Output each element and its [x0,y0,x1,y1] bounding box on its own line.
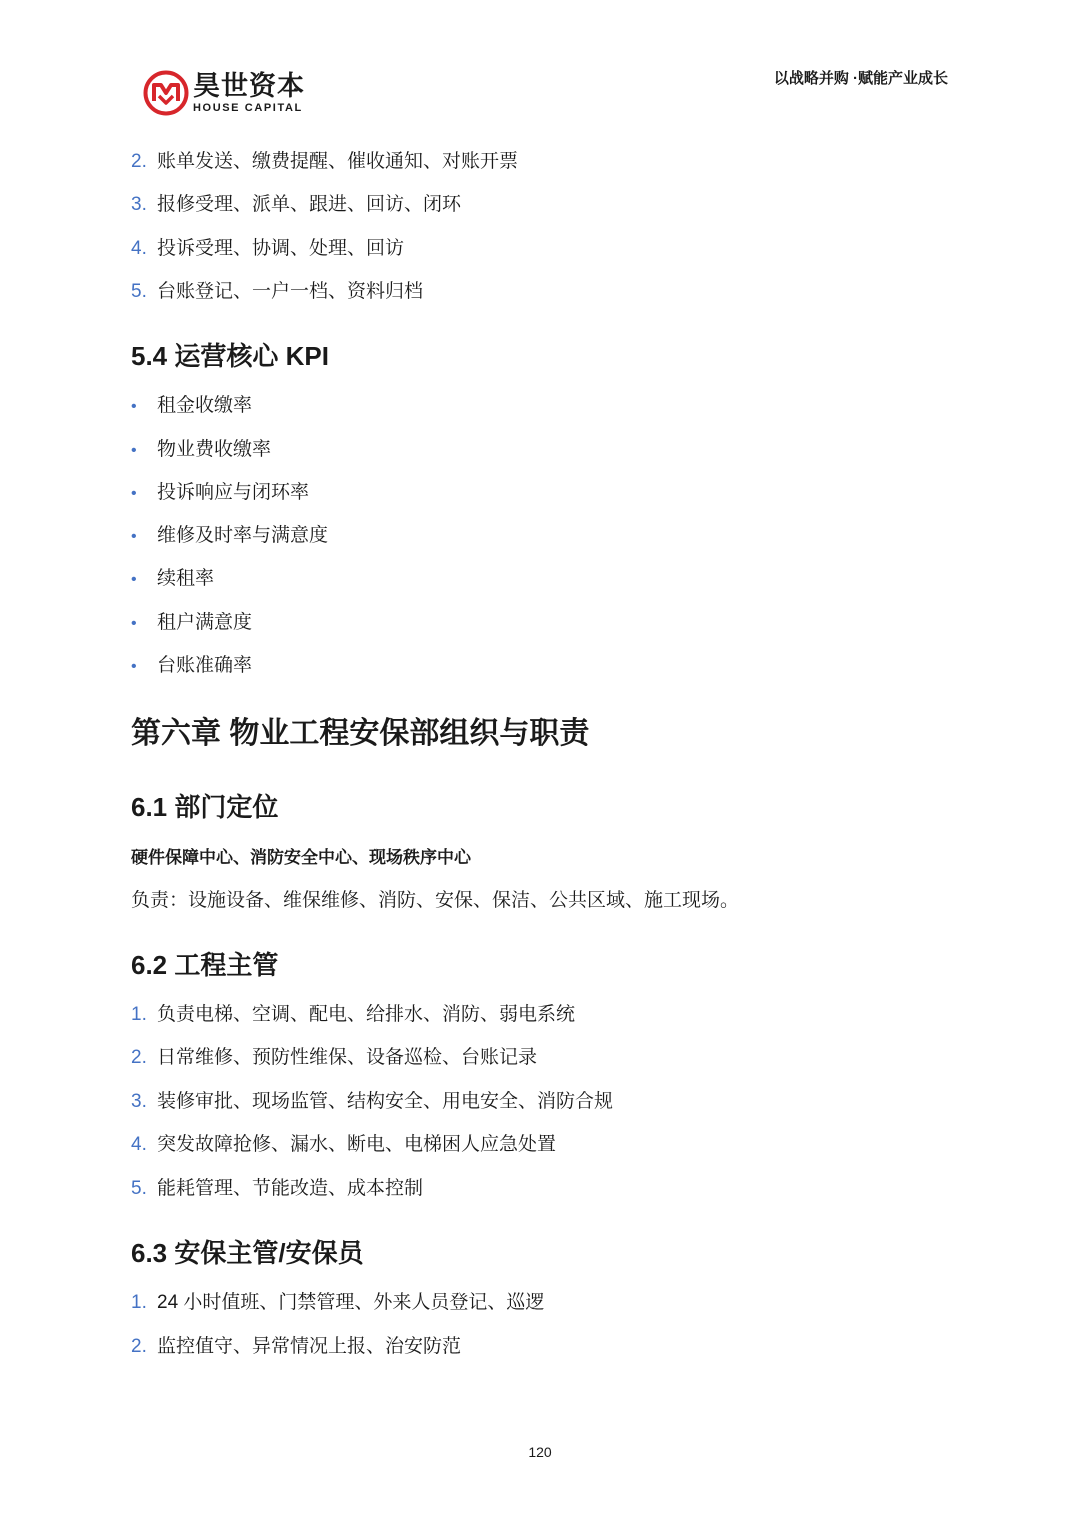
list-number: 3. [131,1091,147,1112]
company-logo [143,70,305,116]
list-item [131,237,404,261]
list-number: 1. [131,1004,147,1025]
kpi-item [131,654,252,679]
page-number: 120 [528,1444,552,1460]
bullet-icon: • [131,615,137,632]
list-item-text: 日常维修、预防性维保、设备巡检、台账记录 [157,1047,538,1068]
list-item-text: 24 小时值班、门禁管理、外来人员登记、巡逻 [157,1292,545,1313]
logo-english-name: HOUSE CAPITAL [193,102,303,114]
logo-chinese-name: 昊世资本 [193,71,305,101]
kpi-item [131,611,252,636]
kpi-item [131,567,214,592]
list-item-text: 突发故障抢修、漏水、断电、电梯困人应急处置 [157,1134,557,1155]
list-number: 2. [131,1336,147,1357]
bullet-icon: • [131,398,137,415]
kpi-item [131,394,252,419]
list-item [131,193,461,217]
chapter-heading-6: 第六章 物业工程安保部组织与职责 [131,717,590,750]
kpi-item-text: 物业费收缴率 [157,439,272,460]
list-item-text: 能耗管理、节能改造、成本控制 [157,1178,424,1199]
list-number: 4. [131,1134,147,1155]
list-item [131,1335,461,1359]
section-heading-6-2: 6.2 工程主管 [131,950,279,980]
list-item [131,1046,537,1070]
list-item-text: 监控值守、异常情况上报、治安防范 [157,1336,462,1357]
kpi-item [131,481,309,506]
list-number: 5. [131,1178,147,1199]
bullet-icon: • [131,485,137,502]
kpi-item [131,524,328,549]
list-item-text: 负责电梯、空调、配电、给排水、消防、弱电系统 [157,1004,576,1025]
list-number: 1. [131,1292,147,1313]
bullet-icon: • [131,442,137,459]
list-item [131,1133,556,1157]
list-item-text: 装修审批、现场监管、结构安全、用电安全、消防合规 [157,1091,614,1112]
list-item [131,1090,613,1114]
list-item [131,280,423,304]
department-responsibility: 负责：设施设备、维保维修、消防、安保、保洁、公共区域、施工现场。 [131,890,740,911]
list-item [131,1003,575,1027]
kpi-item-text: 续租率 [157,568,215,589]
kpi-item [131,438,271,463]
kpi-item-text: 租金收缴率 [157,395,253,416]
list-number: 2. [131,1047,147,1068]
list-item-text: 台账登记、一户一档、资料归档 [157,281,424,302]
list-number: 5. [131,281,147,302]
kpi-item-text: 台账准确率 [157,655,253,676]
header-slogan: 以战略并购 ·赋能产业成长 [773,70,948,87]
list-item-text: 账单发送、缴费提醒、催收通知、对账开票 [157,151,519,172]
bullet-icon: • [131,571,137,588]
list-item [131,1291,544,1315]
list-item [131,150,518,174]
department-positioning: 硬件保障中心、消防安全中心、现场秩序中心 [131,848,471,867]
list-number: 4. [131,238,147,259]
house-capital-logo-icon [143,70,189,116]
list-item-text: 报修受理、派单、跟进、回访、闭环 [157,194,462,215]
bullet-icon: • [131,658,137,675]
list-item [131,1177,423,1201]
list-number: 3. [131,194,147,215]
kpi-item-text: 租户满意度 [157,612,253,633]
kpi-item-text: 维修及时率与满意度 [157,525,329,546]
section-heading-6-3: 6.3 安保主管/安保员 [131,1238,364,1268]
kpi-item-text: 投诉响应与闭环率 [157,482,310,503]
bullet-icon: • [131,528,137,545]
section-heading-5-4: 5.4 运营核心 KPI [131,341,329,371]
list-item-text: 投诉受理、协调、处理、回访 [157,238,405,259]
section-heading-6-1: 6.1 部门定位 [131,792,279,822]
list-number: 2. [131,151,147,172]
